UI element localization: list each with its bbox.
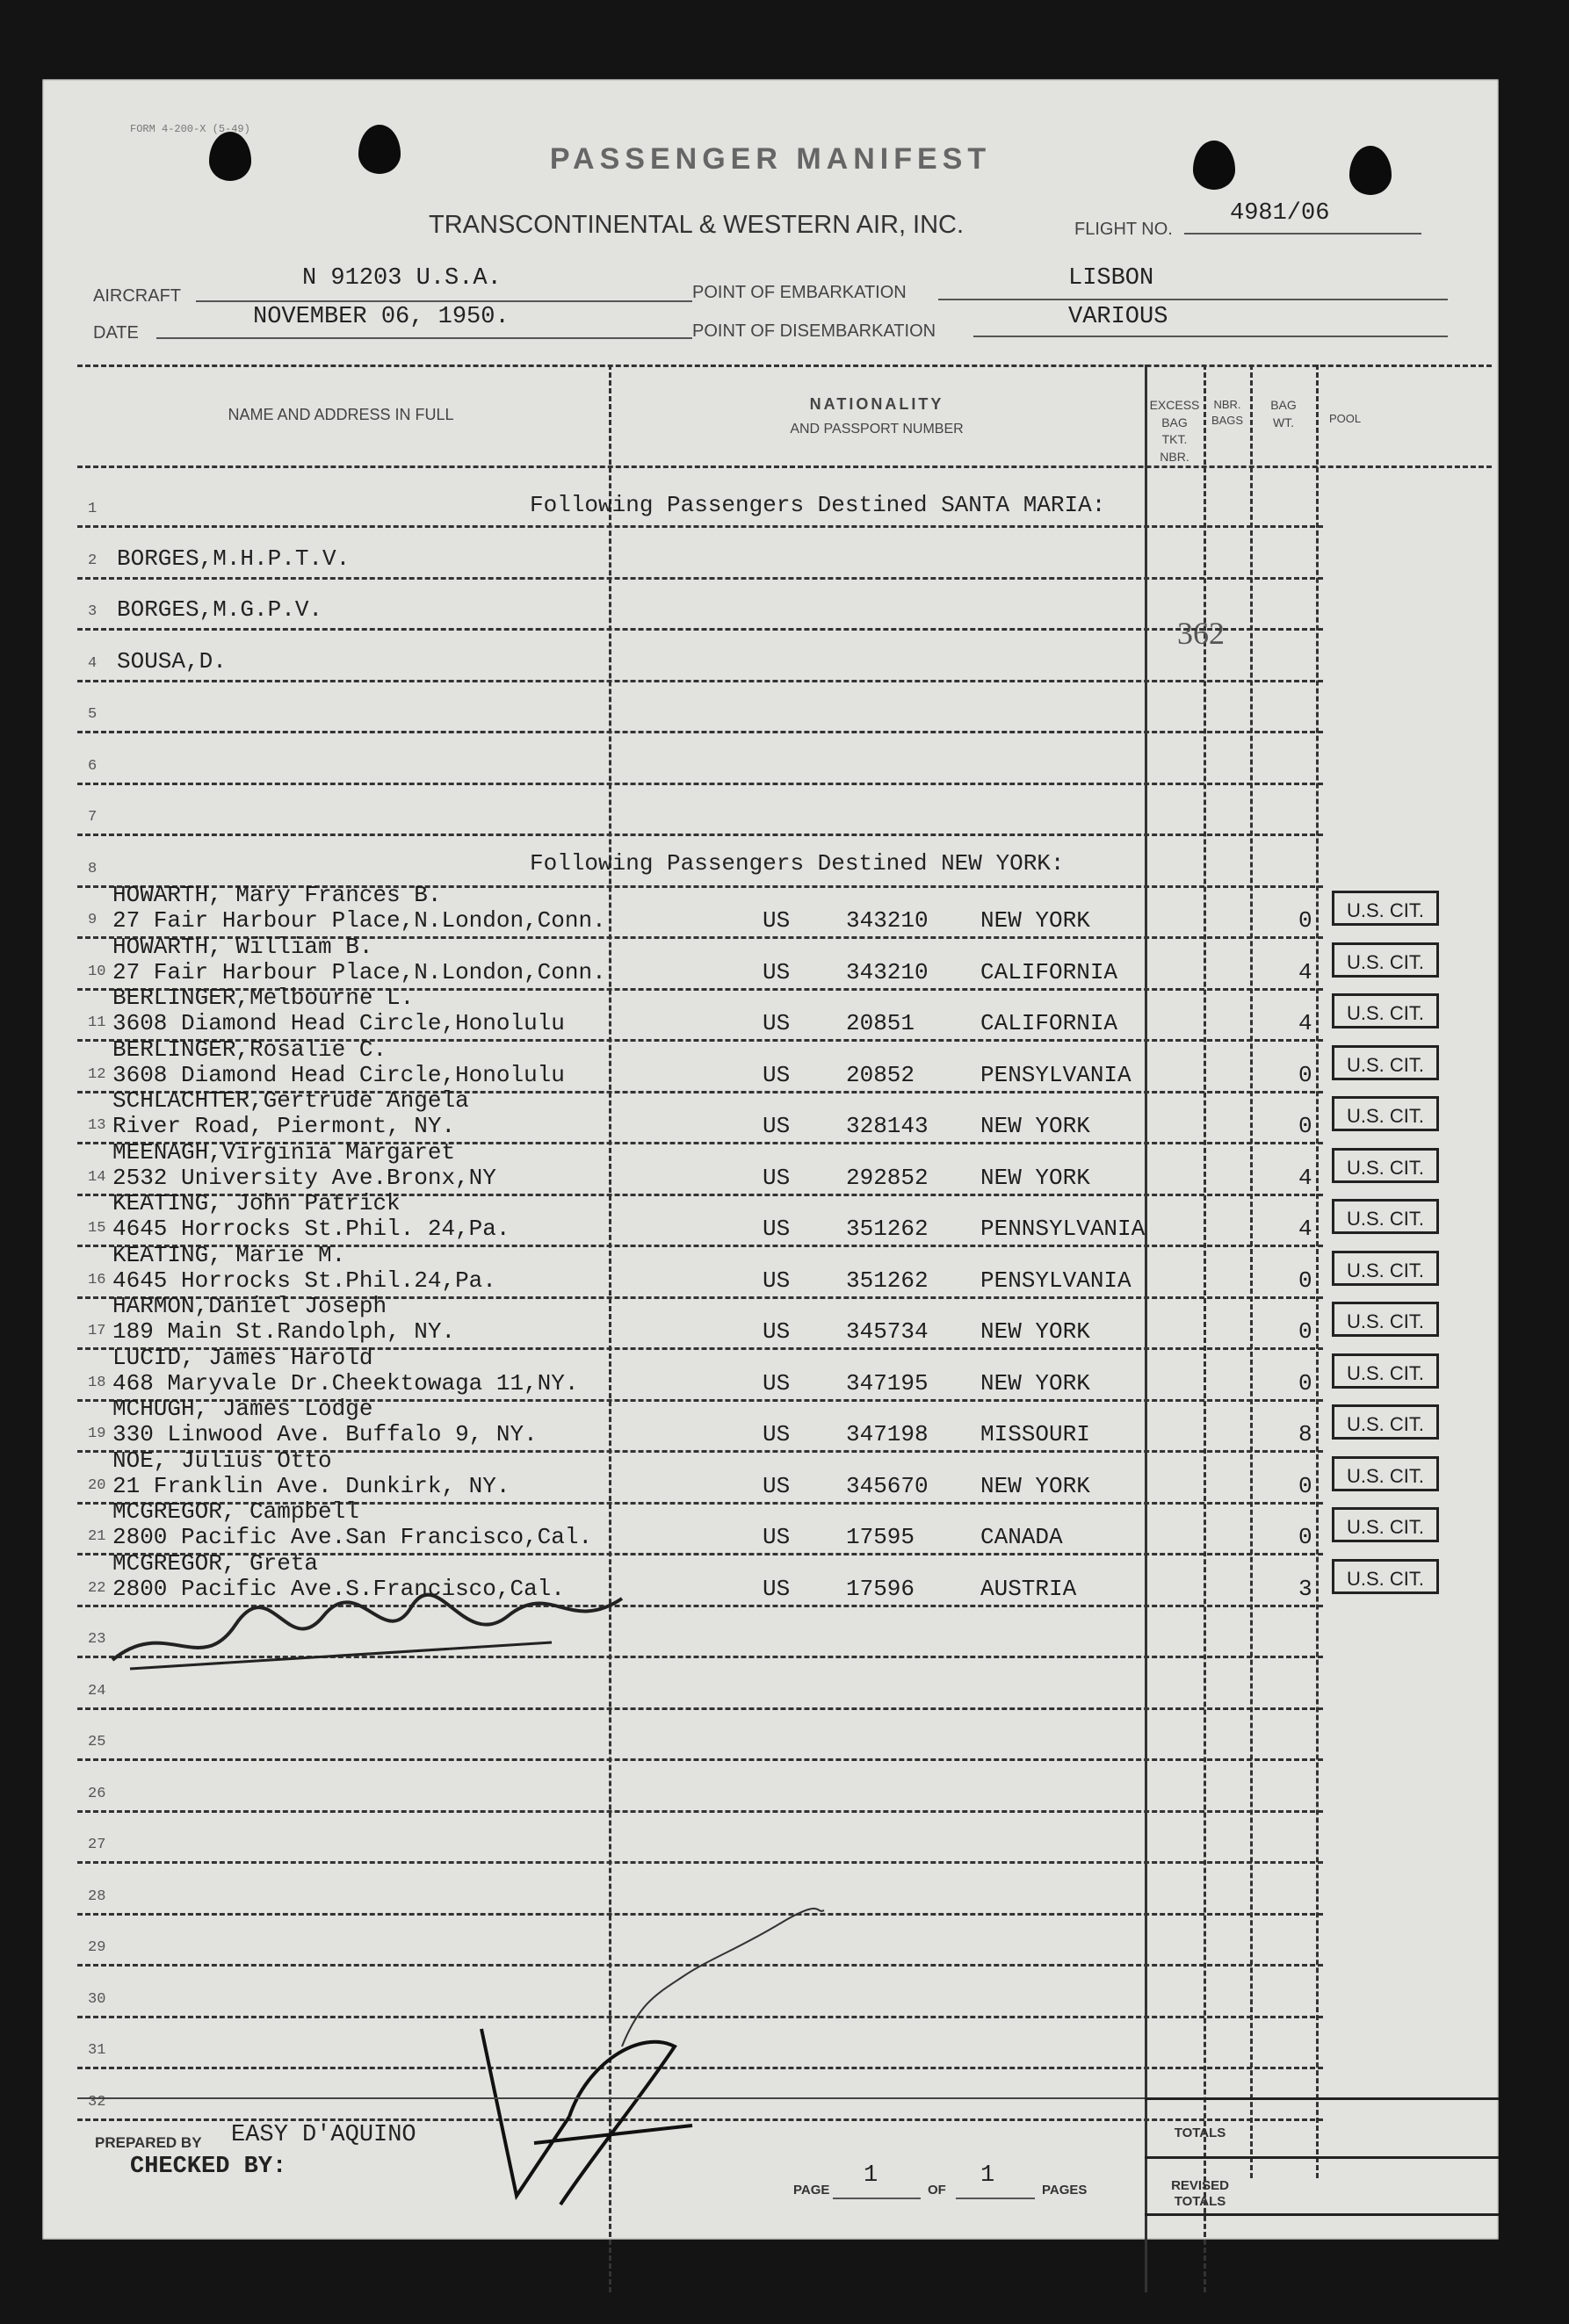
row-number: 22 — [88, 1579, 106, 1597]
passenger-address: 468 Maryvale Dr.Cheektowaga 11,NY. — [112, 1369, 579, 1397]
row-number: 30 — [88, 1990, 106, 2008]
nationality: US — [763, 1010, 791, 1036]
section-santa-maria: Following Passengers Destined SANTA MARIA: — [530, 492, 1106, 518]
page-number: 1 — [864, 2162, 878, 2189]
row-number: 9 — [88, 912, 98, 928]
row-rule — [77, 834, 1323, 836]
passport-number: 328143 — [846, 1113, 929, 1139]
bag-count: 0 — [1298, 1318, 1312, 1345]
row-rule — [77, 1758, 1323, 1761]
row-number: 7 — [88, 809, 98, 826]
nationality: US — [763, 1216, 791, 1242]
destination: NEW YORK — [980, 907, 1090, 934]
bag-count: 4 — [1298, 1164, 1312, 1191]
embarkation-value: LISBON — [1068, 265, 1154, 292]
row-rule — [77, 577, 1323, 580]
passport-number: 351262 — [846, 1216, 929, 1242]
passenger-name: HOWARTH, Mary Frances B. — [112, 882, 442, 908]
destination: NEW YORK — [980, 1113, 1090, 1139]
passenger-address: 189 Main St.Randolph, NY. — [112, 1318, 456, 1345]
row-number: 28 — [88, 1887, 106, 1905]
date-value: NOVEMBER 06, 1950. — [253, 304, 510, 330]
passenger-name: BERLINGER,Melbourne L. — [112, 985, 415, 1011]
bag-count: 0 — [1298, 1113, 1312, 1139]
row-number: 3 — [88, 603, 98, 620]
row-rule — [77, 628, 1323, 631]
passport-number: 351262 — [846, 1267, 929, 1294]
nationality: US — [763, 1113, 791, 1139]
passport-number: 347198 — [846, 1421, 929, 1447]
embarkation-label: POINT OF EMBARKATION — [692, 283, 907, 302]
col-excess-bag: EXCESS BAG TKT. NBR. — [1149, 398, 1200, 464]
bag-count: 0 — [1298, 1061, 1312, 1088]
destination: CALIFORNIA — [980, 1010, 1118, 1036]
disembarkation-label: POINT OF DISEMBARKATION — [692, 321, 936, 341]
row-rule — [77, 783, 1323, 785]
passenger-address: 4645 Horrocks St.Phil. 24,Pa. — [112, 1216, 510, 1242]
destination: NEW YORK — [980, 1472, 1090, 1499]
passenger-name: SCHLACHTER,Gertrude Angela — [112, 1087, 469, 1114]
row-number: 25 — [88, 1734, 106, 1750]
passenger-name: LUCID, James Harold — [112, 1344, 373, 1371]
row-number: 15 — [88, 1220, 106, 1237]
us-citizen-stamp: U.S. CIT. — [1332, 1251, 1439, 1286]
bag-count: 0 — [1298, 1267, 1312, 1294]
col-name-address: NAME AND ADDRESS IN FULL — [228, 406, 454, 423]
destination: NEW YORK — [980, 1369, 1090, 1397]
passenger-address: 2800 Pacific Ave.San Francisco,Cal. — [112, 1524, 593, 1550]
passenger-address: 27 Fair Harbour Place,N.London,Conn. — [112, 907, 606, 934]
row-number: 10 — [88, 963, 106, 980]
row-number: 8 — [88, 860, 98, 877]
us-citizen-stamp: U.S. CIT. — [1332, 1045, 1439, 1080]
passenger-name: MCGREGOR, Campbell — [112, 1498, 359, 1525]
row-number: 26 — [88, 1785, 106, 1802]
passport-number: 347195 — [846, 1369, 929, 1397]
row-number: 20 — [88, 1476, 106, 1494]
row-number: 18 — [88, 1374, 106, 1391]
passenger-name: BORGES,M.H.P.T.V. — [117, 545, 351, 572]
destination: PENSYLVANIA — [980, 1061, 1132, 1088]
row-number: 29 — [88, 1939, 106, 1956]
us-citizen-stamp: U.S. CIT. — [1332, 1507, 1439, 1542]
passenger-name: SOUSA,D. — [117, 647, 227, 675]
us-citizen-stamp: U.S. CIT. — [1332, 1148, 1439, 1183]
nationality: US — [763, 1524, 791, 1550]
bag-count: 0 — [1298, 907, 1312, 934]
passenger-name: MCHUGH, James Lodge — [112, 1396, 373, 1422]
row-number: 17 — [88, 1323, 106, 1339]
row-rule — [77, 1861, 1323, 1864]
bag-count: 4 — [1298, 1216, 1312, 1242]
checked-by-label: CHECKED BY: — [130, 2154, 287, 2180]
disembarkation-value: VARIOUS — [1068, 304, 1168, 330]
row-rule — [77, 1707, 1323, 1710]
passenger-name: MEENAGH,Virginia Margaret — [112, 1138, 456, 1166]
manifest-title: PASSENGER MANIFEST — [549, 142, 992, 176]
nationality: US — [763, 1472, 791, 1499]
passenger-address: 4645 Horrocks St.Phil.24,Pa. — [112, 1267, 496, 1294]
aircraft-label: AIRCRAFT — [93, 286, 181, 306]
passenger-address: 2532 University Ave.Bronx,NY — [112, 1164, 496, 1191]
col-nationality: NATIONALITY — [809, 395, 944, 413]
us-citizen-stamp: U.S. CIT. — [1332, 1456, 1439, 1491]
signature-graphic — [95, 1581, 640, 1686]
destination: AUSTRIA — [980, 1575, 1077, 1602]
passport-number: 17596 — [846, 1575, 915, 1602]
us-citizen-stamp: U.S. CIT. — [1332, 1096, 1439, 1131]
passport-number: 343210 — [846, 958, 929, 985]
nationality: US — [763, 1369, 791, 1397]
us-citizen-stamp: U.S. CIT. — [1332, 993, 1439, 1028]
col-passport: AND PASSPORT NUMBER — [790, 422, 964, 437]
section-new-york: Following Passengers Destined NEW YORK: — [530, 850, 1065, 877]
passenger-name: BERLINGER,Rosalie C. — [112, 1036, 387, 1063]
passenger-address: River Road, Piermont, NY. — [112, 1113, 456, 1139]
nationality: US — [763, 1061, 791, 1088]
destination: CALIFORNIA — [980, 958, 1118, 985]
row-rule — [77, 525, 1323, 528]
totals-label: TOTALS — [1174, 2126, 1226, 2140]
us-citizen-stamp: U.S. CIT. — [1332, 942, 1439, 978]
prepared-by-value: EASY D'AQUINO — [231, 2122, 416, 2148]
row-number: 27 — [88, 1837, 106, 1853]
passport-number: 292852 — [846, 1164, 929, 1191]
nationality: US — [763, 907, 791, 934]
passport-number: 20852 — [846, 1061, 915, 1088]
passport-number: 20851 — [846, 1010, 915, 1036]
row-number: 1 — [88, 501, 98, 517]
passenger-name: HOWARTH, William B. — [112, 933, 373, 960]
row-number: 16 — [88, 1271, 106, 1288]
row-number: 23 — [88, 1631, 106, 1648]
destination: NEW YORK — [980, 1164, 1090, 1191]
aircraft-value: N 91203 U.S.A. — [302, 265, 502, 292]
row-number: 19 — [88, 1425, 106, 1442]
row-number: 5 — [88, 706, 98, 723]
row-number: 32 — [88, 2093, 106, 2111]
nationality: US — [763, 1164, 791, 1191]
passenger-address: 3608 Diamond Head Circle,Honolulu — [112, 1010, 565, 1036]
row-number: 31 — [88, 2042, 106, 2059]
passenger-name: MCGREGOR, Greta — [112, 1549, 319, 1577]
passenger-name: BORGES,M.G.P.V. — [117, 596, 323, 623]
destination: CANADA — [980, 1524, 1063, 1550]
row-number: 6 — [88, 757, 98, 775]
passenger-name: KEATING, Marie M. — [112, 1241, 346, 1268]
nationality: US — [763, 958, 791, 985]
prepared-by-label: PREPARED BY — [95, 2134, 202, 2151]
us-citizen-stamp: U.S. CIT. — [1332, 1559, 1439, 1594]
company-name: TRANSCONTINENTAL & WESTERN AIR, INC. — [429, 211, 965, 239]
passenger-name: KEATING, John Patrick — [112, 1190, 401, 1216]
us-citizen-stamp: U.S. CIT. — [1332, 1302, 1439, 1337]
bag-count: 0 — [1298, 1524, 1312, 1550]
nationality: US — [763, 1318, 791, 1345]
initials-graphic — [464, 2011, 710, 2222]
col-nbr-bags: NBR. BAGS — [1211, 398, 1244, 428]
revised-totals-label: REVISED TOTALS — [1171, 2178, 1229, 2209]
passport-number: 17595 — [846, 1524, 915, 1550]
row-rule — [77, 731, 1323, 733]
passenger-address: 3608 Diamond Head Circle,Honolulu — [112, 1061, 565, 1088]
passenger-name: NOE, Julius Otto — [112, 1447, 332, 1474]
bag-count: 4 — [1298, 1010, 1312, 1036]
passenger-address: 21 Franklin Ave. Dunkirk, NY. — [112, 1472, 510, 1499]
bag-count: 3 — [1298, 1575, 1312, 1602]
pages-label: PAGES — [1042, 2183, 1088, 2198]
row-number: 2 — [88, 552, 98, 569]
us-citizen-stamp: U.S. CIT. — [1332, 1199, 1439, 1234]
passenger-address: 330 Linwood Ave. Buffalo 9, NY. — [112, 1421, 538, 1447]
page-total: 1 — [980, 2162, 995, 2189]
row-number: 11 — [88, 1014, 106, 1031]
nationality: US — [763, 1575, 791, 1602]
flight-label: FLIGHT NO. — [1074, 220, 1173, 239]
row-number: 14 — [88, 1168, 106, 1186]
destination: MISSOURI — [980, 1421, 1090, 1447]
row-number: 24 — [88, 1682, 106, 1700]
passenger-name: HARMON,Daniel Joseph — [112, 1293, 387, 1319]
row-number: 21 — [88, 1528, 106, 1545]
col-pool: POOL — [1328, 412, 1362, 425]
destination: PENNSYLVANIA — [980, 1216, 1146, 1242]
date-label: DATE — [93, 323, 139, 343]
bag-count: 0 — [1298, 1472, 1312, 1499]
passport-number: 345670 — [846, 1472, 929, 1499]
bag-count: 4 — [1298, 958, 1312, 985]
of-label: OF — [928, 2183, 946, 2198]
destination: NEW YORK — [980, 1318, 1090, 1345]
passenger-address: 2800 Pacific Ave.S.Francisco,Cal. — [112, 1575, 565, 1602]
manifest-sheet — [42, 79, 1499, 2240]
passport-number: 345734 — [846, 1318, 929, 1345]
ticket-note: 362 — [1177, 616, 1225, 651]
passport-number: 343210 — [846, 907, 929, 934]
nationality: US — [763, 1267, 791, 1294]
row-number: 13 — [88, 1117, 106, 1134]
nationality: US — [763, 1421, 791, 1447]
passenger-address: 27 Fair Harbour Place,N.London,Conn. — [112, 958, 606, 985]
page-label: PAGE — [793, 2183, 830, 2198]
us-citizen-stamp: U.S. CIT. — [1332, 1404, 1439, 1440]
row-number: 4 — [88, 654, 98, 672]
bag-count: 8 — [1298, 1421, 1312, 1447]
row-rule — [77, 1810, 1323, 1813]
col-bag-weight: BAG WT. — [1270, 398, 1297, 429]
row-number: 12 — [88, 1065, 106, 1083]
form-number: FORM 4-200-X (5-49) — [130, 123, 250, 135]
bag-count: 0 — [1298, 1369, 1312, 1397]
row-rule — [77, 680, 1323, 682]
destination: PENSYLVANIA — [980, 1267, 1132, 1294]
us-citizen-stamp: U.S. CIT. — [1332, 1353, 1439, 1389]
us-citizen-stamp: U.S. CIT. — [1332, 891, 1439, 926]
flight-number: 4981/06 — [1230, 200, 1330, 227]
